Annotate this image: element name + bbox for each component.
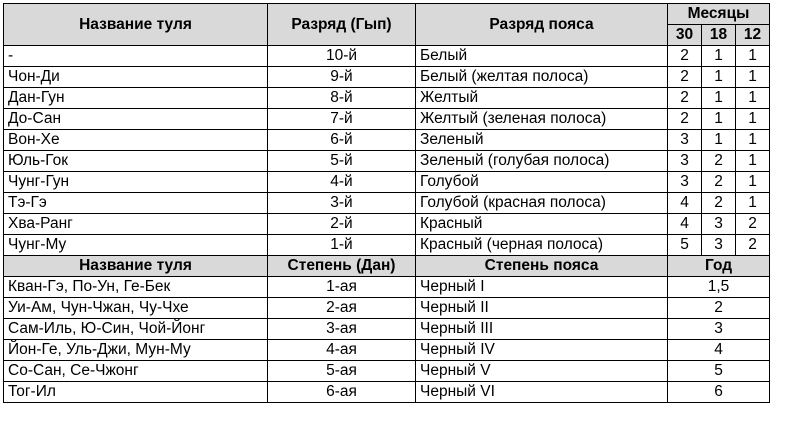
tul-name-cell: Чунг-Му: [4, 235, 268, 256]
months-18-cell: 2: [702, 151, 736, 172]
belt-cell: Желтый (зеленая полоса): [416, 109, 668, 130]
table-row: [4, 319, 770, 340]
belt-cell: Голубой (красная полоса): [416, 193, 668, 214]
belt-cell: Черный I: [416, 277, 668, 298]
months-30-cell: 3: [668, 151, 702, 172]
tul-name-cell: Тэ-Гэ: [4, 193, 268, 214]
months-12-cell: 1: [736, 172, 770, 193]
kyu-header-rank: Разряд (Гып): [268, 4, 416, 46]
year-cell: 3: [668, 319, 770, 340]
kyu-header-m18: 18: [702, 25, 736, 46]
belt-cell: Белый: [416, 46, 668, 67]
months-18-cell: 1: [702, 46, 736, 67]
months-12-cell: 1: [736, 46, 770, 67]
dan-header-degree: Степень (Дан): [268, 256, 416, 277]
rank-cell: 4-й: [268, 172, 416, 193]
table-row: [4, 46, 770, 67]
months-12-cell: 2: [736, 235, 770, 256]
months-18-cell: 3: [702, 235, 736, 256]
dan-header-belt: Степень пояса: [416, 256, 668, 277]
dan-header-row: [4, 256, 770, 277]
tul-name-cell: До-Сан: [4, 109, 268, 130]
table-row: [4, 193, 770, 214]
degree-cell: 5-ая: [268, 361, 416, 382]
belt-cell: Красный (черная полоса): [416, 235, 668, 256]
belt-cell: Зеленый (голубая полоса): [416, 151, 668, 172]
table-row: [4, 214, 770, 235]
belt-cell: Черный IV: [416, 340, 668, 361]
belt-cell: Белый (желтая полоса): [416, 67, 668, 88]
months-18-cell: 1: [702, 130, 736, 151]
months-18-cell: 1: [702, 67, 736, 88]
belt-cell: Зеленый: [416, 130, 668, 151]
table-row: [4, 88, 770, 109]
kyu-header-m12: 12: [736, 25, 770, 46]
tul-name-cell: Со-Сан, Се-Чжонг: [4, 361, 268, 382]
months-30-cell: 3: [668, 172, 702, 193]
tul-name-cell: Хва-Ранг: [4, 214, 268, 235]
table-row: [4, 298, 770, 319]
tul-name-cell: Вон-Хе: [4, 130, 268, 151]
months-12-cell: 1: [736, 130, 770, 151]
months-12-cell: 1: [736, 88, 770, 109]
rank-cell: 7-й: [268, 109, 416, 130]
tul-name-cell: -: [4, 46, 268, 67]
dan-header-year: Год: [668, 256, 770, 277]
tul-name-cell: Чунг-Гун: [4, 172, 268, 193]
kyu-header-belt: Разряд пояса: [416, 4, 668, 46]
months-18-cell: 1: [702, 109, 736, 130]
kyu-header-months: Месяцы: [668, 4, 770, 25]
rank-cell: 10-й: [268, 46, 416, 67]
belt-cell: Красный: [416, 214, 668, 235]
months-30-cell: 5: [668, 235, 702, 256]
dan-header-tul: Название туля: [4, 256, 268, 277]
kyu-header-row: [4, 4, 770, 25]
months-12-cell: 1: [736, 67, 770, 88]
belt-cell: Черный V: [416, 361, 668, 382]
months-30-cell: 4: [668, 193, 702, 214]
belt-cell: Голубой: [416, 172, 668, 193]
tul-name-cell: Сам-Иль, Ю-Син, Чой-Йонг: [4, 319, 268, 340]
degree-cell: 6-ая: [268, 382, 416, 403]
tul-name-cell: Уи-Ам, Чун-Чжан, Чу-Чхе: [4, 298, 268, 319]
months-12-cell: 1: [736, 109, 770, 130]
tul-name-cell: Юль-Гок: [4, 151, 268, 172]
table-row: [4, 235, 770, 256]
degree-cell: 2-ая: [268, 298, 416, 319]
rank-cell: 9-й: [268, 67, 416, 88]
degree-cell: 3-ая: [268, 319, 416, 340]
months-18-cell: 1: [702, 88, 736, 109]
months-12-cell: 1: [736, 193, 770, 214]
months-12-cell: 1: [736, 151, 770, 172]
rank-cell: 3-й: [268, 193, 416, 214]
rank-cell: 2-й: [268, 214, 416, 235]
year-cell: 6: [668, 382, 770, 403]
rank-cell: 1-й: [268, 235, 416, 256]
rank-cell: 6-й: [268, 130, 416, 151]
tul-name-cell: Кван-Гэ, По-Ун, Ге-Бек: [4, 277, 268, 298]
months-18-cell: 2: [702, 193, 736, 214]
table-row: [4, 67, 770, 88]
kyu-header-m30: 30: [668, 25, 702, 46]
months-30-cell: 3: [668, 130, 702, 151]
tul-name-cell: Йон-Ге, Уль-Джи, Мун-Му: [4, 340, 268, 361]
belt-cell: Желтый: [416, 88, 668, 109]
table-row: [4, 361, 770, 382]
year-cell: 2: [668, 298, 770, 319]
months-12-cell: 2: [736, 214, 770, 235]
degree-cell: 4-ая: [268, 340, 416, 361]
rank-cell: 5-й: [268, 151, 416, 172]
tul-name-cell: Дан-Гун: [4, 88, 268, 109]
months-30-cell: 2: [668, 46, 702, 67]
table-row: [4, 109, 770, 130]
rank-cell: 8-й: [268, 88, 416, 109]
tul-name-cell: Чон-Ди: [4, 67, 268, 88]
months-30-cell: 4: [668, 214, 702, 235]
months-30-cell: 2: [668, 88, 702, 109]
table-row: [4, 340, 770, 361]
year-cell: 5: [668, 361, 770, 382]
kyu-header-tul: Название туля: [4, 4, 268, 46]
table-row: [4, 382, 770, 403]
belt-rank-table: [3, 3, 770, 403]
year-cell: 1,5: [668, 277, 770, 298]
belt-cell: Черный II: [416, 298, 668, 319]
months-30-cell: 2: [668, 67, 702, 88]
year-cell: 4: [668, 340, 770, 361]
belt-cell: Черный III: [416, 319, 668, 340]
tul-name-cell: Тог-Ил: [4, 382, 268, 403]
table-row: [4, 151, 770, 172]
table-row: [4, 172, 770, 193]
belt-cell: Черный VI: [416, 382, 668, 403]
table-row: [4, 130, 770, 151]
table-row: [4, 277, 770, 298]
months-18-cell: 3: [702, 214, 736, 235]
months-30-cell: 2: [668, 109, 702, 130]
months-18-cell: 2: [702, 172, 736, 193]
degree-cell: 1-ая: [268, 277, 416, 298]
